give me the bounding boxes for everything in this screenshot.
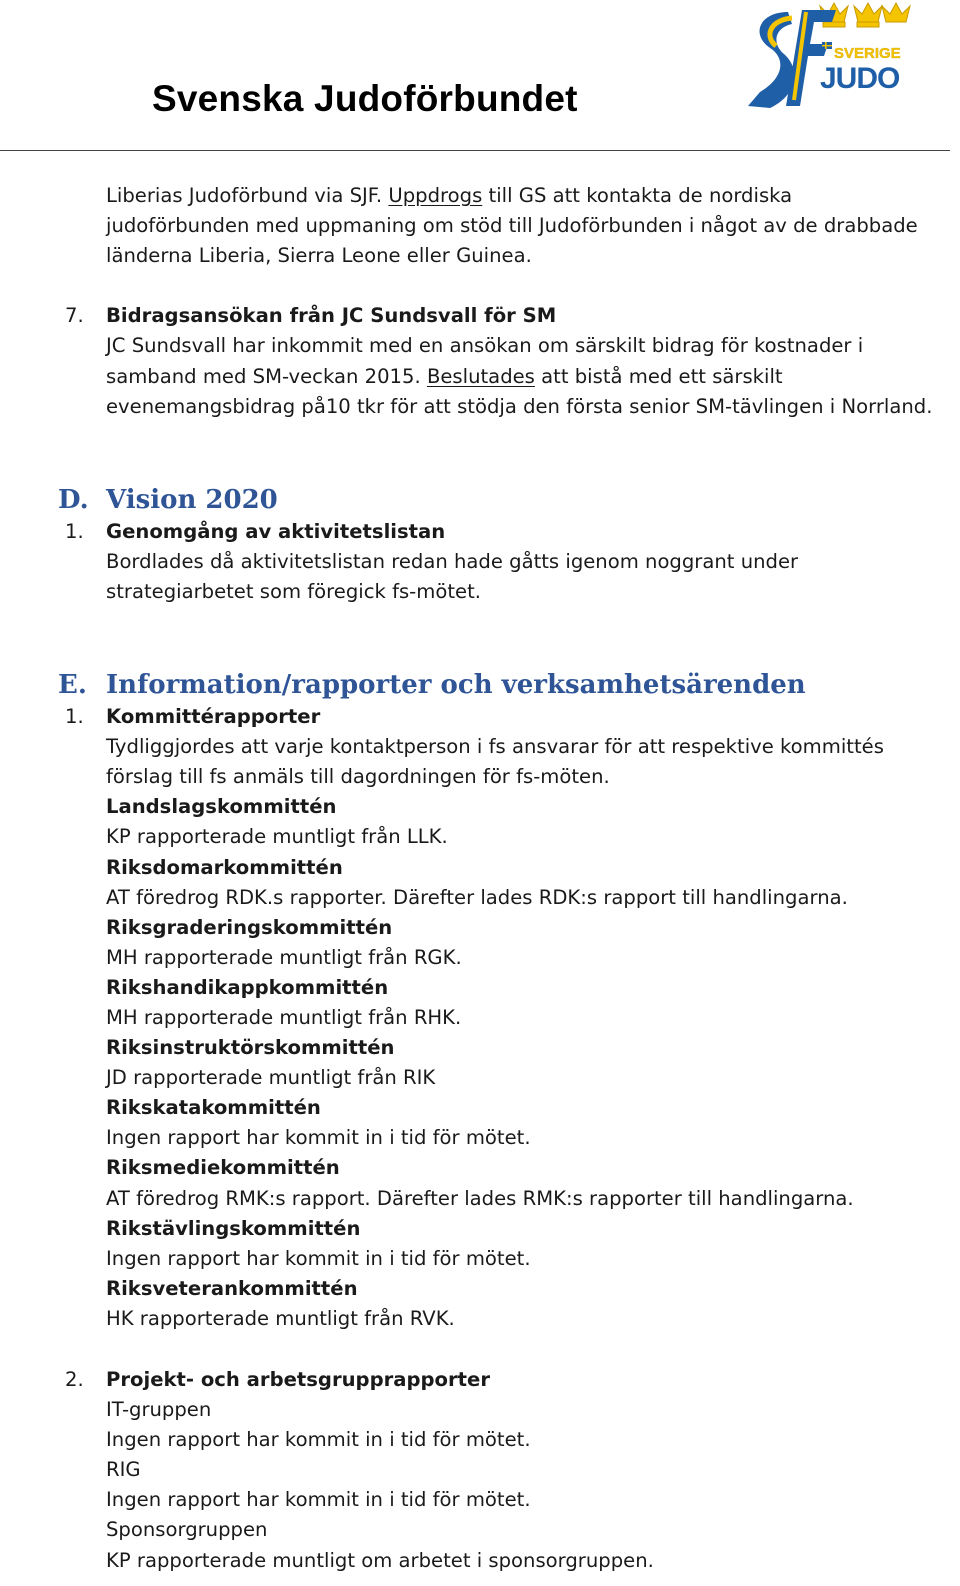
paragraph-line: Bordlades då aktivitetslistan redan hade gåtts igenom noggrant under <box>106 549 799 573</box>
committee-name: Rikstävlingskommittén <box>106 1216 361 1240</box>
group-report: Ingen rapport har kommit in i tid för mötet. <box>106 1428 531 1452</box>
agenda-item-title: 2. Projekt- och arbetsgrupprapporter <box>0 1365 960 1395</box>
logo-text-judo: JUDO <box>820 62 900 95</box>
committee-name: Rikshandikappkommittén <box>106 975 389 999</box>
group-name: IT-gruppen <box>106 1398 212 1422</box>
committee-report: AT föredrog RDK.s rapporter. Därefter lades RDK:s rapport till handlingarna. <box>106 885 848 909</box>
paragraph-line: förslag till fs anmäls till dagordningen för fs-möten. <box>106 765 610 789</box>
paragraph-line: samband med SM-veckan 2015. Beslutades att bistå med ett särskilt <box>106 364 783 388</box>
item-number: 2. <box>65 1368 84 1391</box>
group-report: KP rapporterade muntligt om arbetet i sponsorgruppen. <box>106 1548 654 1572</box>
section-heading: D. Vision 2020 <box>58 484 278 515</box>
paragraph-line: länderna Liberia, Sierra Leone eller Guinea. <box>106 244 532 268</box>
committee-report: JD rapporterade muntligt från RIK <box>106 1066 436 1090</box>
committee-name: Riksmediekommittén <box>106 1156 340 1180</box>
group-report: Ingen rapport har kommit in i tid för mötet. <box>106 1488 531 1512</box>
header-divider <box>0 150 950 151</box>
committee-name: Landslagskommittén <box>106 795 337 819</box>
paragraph-line: judoförbunden med uppmaning om stöd till Judoförbunden i något av de drabbade <box>106 214 918 238</box>
group-name: RIG <box>106 1458 141 1482</box>
crown-icon <box>854 3 882 27</box>
section-heading: E. Information/rapporter och verksamhetsärenden <box>58 670 806 701</box>
group-name: Sponsorgruppen <box>106 1518 268 1542</box>
underlined-keyword: Beslutades <box>426 364 535 388</box>
crown-icon <box>882 3 910 22</box>
sverige-judo-logo <box>740 0 916 118</box>
committee-name: Riksgraderingskommittén <box>106 915 393 939</box>
paragraph-line: Tydliggjordes att varje kontaktperson i fs ansvarar för att respektive kommittés <box>106 735 884 759</box>
item-number: 1. <box>65 519 84 543</box>
committee-name: Riksveterankommittén <box>106 1276 358 1300</box>
agenda-item-title: 7. Bidragsansökan från JC Sundsvall för SM <box>0 301 960 331</box>
agenda-item-title: 1. Genomgång av aktivitetslistan <box>0 517 960 547</box>
paragraph-line: JC Sundsvall har inkommit med en ansökan om särskilt bidrag för kostnader i <box>106 334 864 358</box>
committee-name: Riksdomarkommittén <box>106 855 343 879</box>
item-number: 7. <box>65 304 84 328</box>
organization-title: Svenska Judoförbundet <box>152 78 578 119</box>
paragraph-line: Liberias Judoförbund via SJF. Uppdrogs till GS att kontakta de nordiska <box>106 184 793 207</box>
committee-name: Rikskatakommittén <box>106 1096 321 1120</box>
paragraph-line: evenemangsbidrag på10 tkr för att stödja den första senior SM-tävlingen i Norrland. <box>106 394 933 418</box>
committee-report: KP rapporterade muntligt från LLK. <box>106 825 448 849</box>
agenda-item-title: 1. Kommittérapporter <box>0 702 960 732</box>
committee-report: Ingen rapport har kommit in i tid för mötet. <box>106 1126 531 1150</box>
logo-text-sverige: SVERIGE <box>834 45 901 62</box>
committee-report: Ingen rapport har kommit in i tid för mötet. <box>106 1246 531 1270</box>
committee-report: AT föredrog RMK:s rapport. Därefter lades RMK:s rapporter till handlingarna. <box>106 1186 854 1210</box>
committee-report: MH rapporterade muntligt från RHK. <box>106 1005 462 1029</box>
document-body <box>0 181 960 1576</box>
paragraph-line: strategiarbetet som föregick fs-mötet. <box>106 579 481 603</box>
item-number: 1. <box>65 705 84 729</box>
committee-name: Riksinstruktörskommittén <box>106 1036 395 1060</box>
committee-report: MH rapporterade muntligt från RGK. <box>106 945 462 969</box>
underlined-keyword: Uppdrogs <box>388 184 483 207</box>
committee-report: HK rapporterade muntligt från RVK. <box>106 1306 455 1330</box>
